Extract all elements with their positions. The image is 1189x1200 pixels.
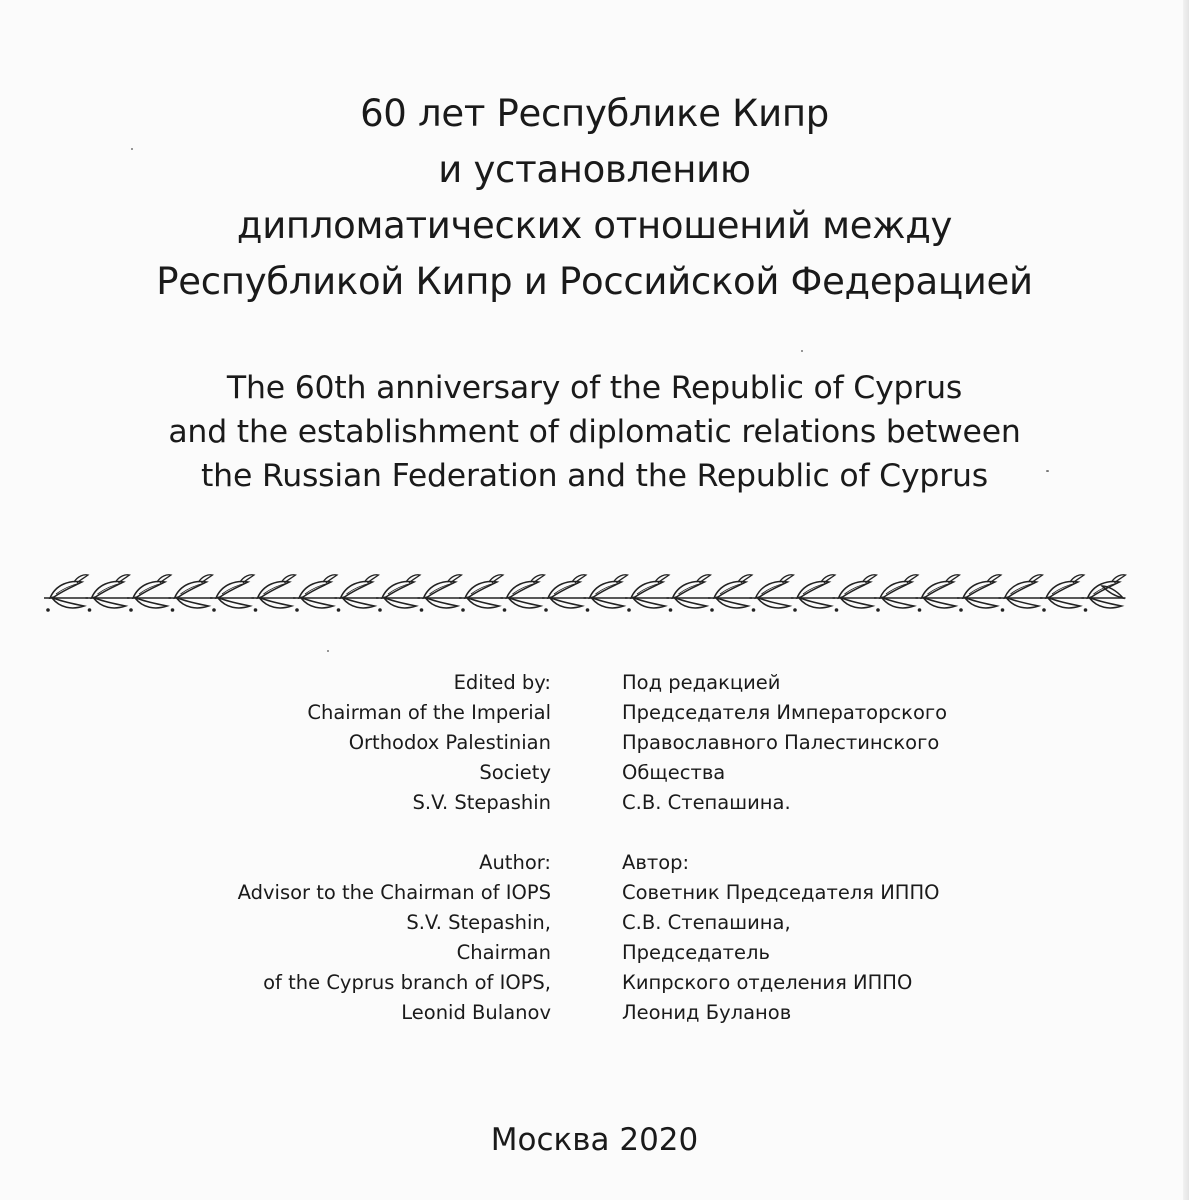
credit-line: Society — [479, 761, 551, 784]
russian-title — [0, 86, 1189, 310]
credit-line: Автор: — [622, 851, 690, 874]
ornament-units — [44, 575, 1126, 612]
credit-line: Советник Председателя ИППО — [622, 881, 940, 904]
laurel-leaf-icon — [44, 575, 88, 612]
russian-title-line: и установлению — [438, 148, 751, 191]
laurel-branch-border-icon — [44, 568, 1128, 616]
credit-line: С.В. Степашина, — [622, 911, 791, 934]
credits-english-author — [238, 848, 551, 1028]
laurel-leaf-icon — [169, 575, 213, 612]
credit-line: of the Cyprus branch of IOPS, — [263, 971, 551, 994]
place-and-year: Москва 2020 — [490, 1122, 699, 1158]
laurel-leaf-icon — [127, 575, 171, 612]
laurel-leaf-icon — [376, 575, 420, 612]
credit-line: Advisor to the Chairman of IOPS — [237, 881, 551, 904]
laurel-leaf-icon — [210, 575, 254, 612]
page-edge — [1183, 0, 1189, 1200]
credit-line: Кипрского отделения ИППО — [622, 971, 913, 994]
laurel-leaf-icon — [957, 575, 1001, 612]
credit-line: Chairman of the Imperial — [307, 701, 551, 724]
credits-english-edited — [238, 668, 551, 818]
credit-line: Orthodox Palestinian — [348, 731, 551, 754]
credit-line: S.V. Stepashin — [412, 791, 551, 814]
credit-line: Под редакцией — [622, 671, 781, 694]
credit-line: Общества — [622, 761, 726, 784]
credits-russian — [622, 668, 947, 1058]
russian-title-line: дипломатических отношений между — [236, 204, 953, 247]
laurel-leaf-icon — [625, 575, 669, 612]
laurel-leaf-icon — [667, 575, 711, 612]
laurel-leaf-icon — [335, 575, 379, 612]
laurel-leaf-icon — [542, 575, 586, 612]
scan-speck — [131, 148, 133, 150]
laurel-leaf-icon — [874, 575, 918, 612]
scan-speck — [1046, 470, 1049, 472]
laurel-leaf-icon — [459, 575, 503, 612]
russian-title-line: Республикой Кипр и Российской Федерацией — [156, 260, 1033, 303]
credit-line: Православного Палестинского — [622, 731, 940, 754]
credit-line: Chairman — [456, 941, 551, 964]
laurel-leaf-icon — [86, 575, 130, 612]
english-title-line: The 60th anniversary of the Republic of Cyprus — [226, 370, 963, 406]
laurel-leaf-icon — [418, 575, 462, 612]
laurel-leaf-icon — [791, 575, 835, 612]
laurel-tip-icon — [1102, 586, 1123, 598]
laurel-leaf-icon — [252, 575, 296, 612]
laurel-leaf-icon — [750, 575, 794, 612]
credits-russian-edited — [622, 668, 947, 818]
english-title — [0, 366, 1189, 498]
credit-line: S.V. Stepashin, — [406, 911, 551, 934]
credit-line: Leonid Bulanov — [401, 1001, 551, 1024]
credits-english — [238, 668, 551, 1058]
credit-line: Председатель — [622, 941, 770, 964]
scan-speck — [801, 350, 803, 352]
credits-russian-author — [622, 848, 947, 1028]
laurel-leaf-icon — [708, 575, 752, 612]
credit-line: С.В. Степашина. — [622, 791, 791, 814]
credit-line: Edited by: — [453, 671, 551, 694]
laurel-leaf-icon — [916, 575, 960, 612]
credit-line: Леонид Буланов — [622, 1001, 792, 1024]
laurel-leaf-icon — [584, 575, 628, 612]
russian-title-line: 60 лет Республике Кипр — [360, 92, 829, 135]
laurel-leaf-icon — [1040, 575, 1084, 612]
laurel-leaf-icon — [833, 575, 877, 612]
credit-line: Председателя Императорского — [622, 701, 948, 724]
scan-speck — [327, 650, 329, 652]
credit-line: Author: — [479, 851, 551, 874]
laurel-leaf-icon — [293, 575, 337, 612]
english-title-line: and the establishment of diplomatic relations between — [168, 414, 1021, 450]
english-title-line: the Russian Federation and the Republic of Cyprus — [201, 458, 988, 494]
laurel-leaf-icon — [501, 575, 545, 612]
laurel-leaf-icon — [999, 575, 1043, 612]
